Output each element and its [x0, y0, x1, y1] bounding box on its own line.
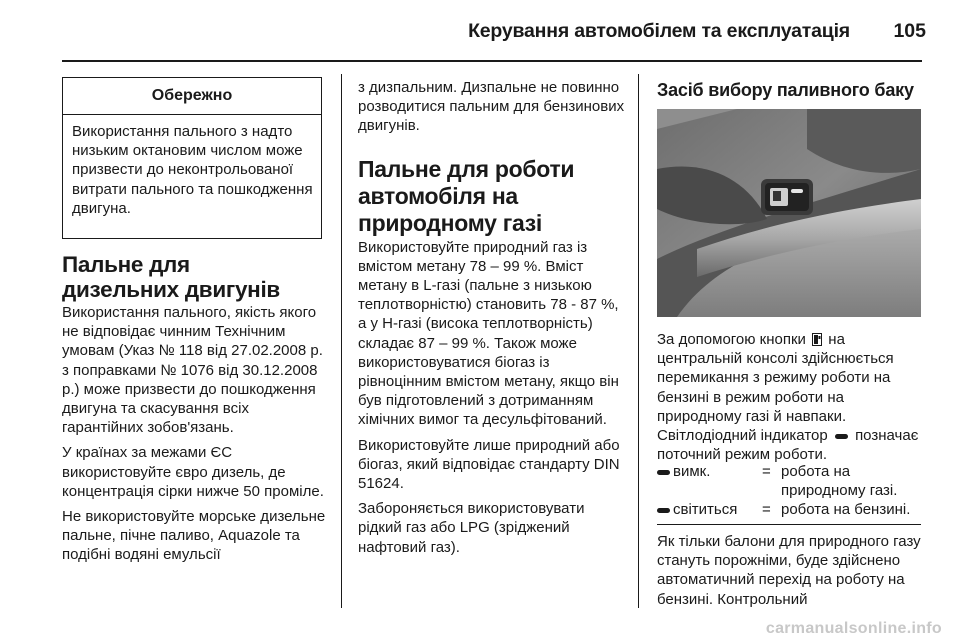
tank-select-p1-b: на центральній консолі здійснюється перемикання з режиму роботи на бензині в режим роботи на природному газі й навпаки. Світлодіодний індикатор	[657, 331, 894, 445]
diesel-paragraph-3: Не використовуйте морське дизельне пальне, пічне паливо, Aquazole та подібні водяні емульсії	[62, 508, 326, 564]
tank-select-paragraph-1	[657, 330, 927, 464]
tank-select-paragraph-2: Як тільки балони для природного газу стануть порожніми, буде здійснено автоматичний перехід на роботу на бензині. Контрольний	[657, 533, 921, 608]
warning-text: Використання пального з надто низьким октановим числом може призвести до неконтрольованої витрати пального та пошкодження двигуна.	[72, 123, 313, 217]
table-bottom-rule	[657, 524, 921, 525]
watermark: carmanualsonline.info	[765, 620, 942, 637]
led-meaning-on: робота на бензині.	[781, 501, 911, 518]
natural-gas-paragraph-1: Використовуйте природний газ із вмістом метану 78 – 99 %. Вміст метану в L-газі (пальне з низькою теплотворністю) становить 78 - 87 %, а у H-газі (висока теплотворність) складає 87 – 99 %. Також може використовуватися біогаз із рівноцінним вмістом метану, якщо він був підготовлений з дотриманням хімічних вимог та десульфітований.	[358, 238, 619, 429]
fuel-button-icon	[812, 333, 822, 346]
tank-select-text	[657, 330, 927, 464]
console-photo	[657, 109, 921, 317]
column-divider-left	[341, 74, 342, 608]
column-divider-right	[638, 74, 639, 608]
led-icon	[657, 508, 670, 513]
warning-title: Обережно	[63, 78, 321, 115]
console-photo-image	[657, 109, 921, 317]
led-status-row-on	[657, 500, 921, 522]
tank-select-heading-wrap	[657, 79, 927, 101]
led-meaning-off: робота на природному газі.	[781, 463, 898, 500]
page-header-title: Керування автомобілем та експлуатація	[468, 20, 850, 42]
tank-select-text-2	[657, 532, 927, 615]
diesel-paragraph-3-continued: з дизпальним. Дизпальне не повинно розводитися пальним для бензинових двигунів.	[358, 79, 625, 135]
equals-sign: =	[762, 463, 771, 480]
led-status-row-off	[657, 462, 921, 500]
diesel-heading: Пальне для дизельних двигунів	[62, 252, 280, 302]
tank-select-heading: Засіб вибору паливного баку	[657, 80, 914, 100]
header-rule	[62, 60, 922, 62]
diesel-paragraph-1: Використання пального, якість якого не відповідає чинним Технічним умовам (Указ № 118 від 27.02.2008 р. з поправками № 1076 від 30.12.2008 р.) може призвести до пошкодження двигуна та скасування всіх гарантійних зобов'язань.	[62, 304, 323, 437]
middle-column	[358, 78, 628, 563]
led-state-on: світиться	[657, 500, 737, 519]
equals-sign: =	[762, 501, 771, 518]
natural-gas-paragraph-2: Використовуйте лише природний або біогаз, який відповідає стандарту DIN 51624.	[358, 436, 620, 493]
tank-select-p1-a: За допомогою кнопки	[657, 331, 806, 348]
led-status-table	[657, 462, 921, 525]
warning-box	[62, 77, 322, 239]
page-number: 105	[893, 20, 926, 42]
natural-gas-paragraph-3: Забороняється використовувати рідкий газ або LPG (зріджений нафтовий газ).	[358, 500, 585, 556]
diesel-section	[62, 252, 328, 571]
led-indicator-icon	[835, 434, 848, 439]
natural-gas-heading: Пальне для роботи автомобіля на природному газі	[358, 155, 575, 236]
led-state-off: вимк.	[657, 462, 710, 481]
diesel-paragraph-2: У країнах за межами ЄС використовуйте євро дизель, де концентрація сірки нижче 50 проміле.	[62, 444, 324, 500]
tank-select-p1-c: позначає поточний режим роботи.	[657, 427, 919, 464]
led-icon	[657, 470, 670, 475]
